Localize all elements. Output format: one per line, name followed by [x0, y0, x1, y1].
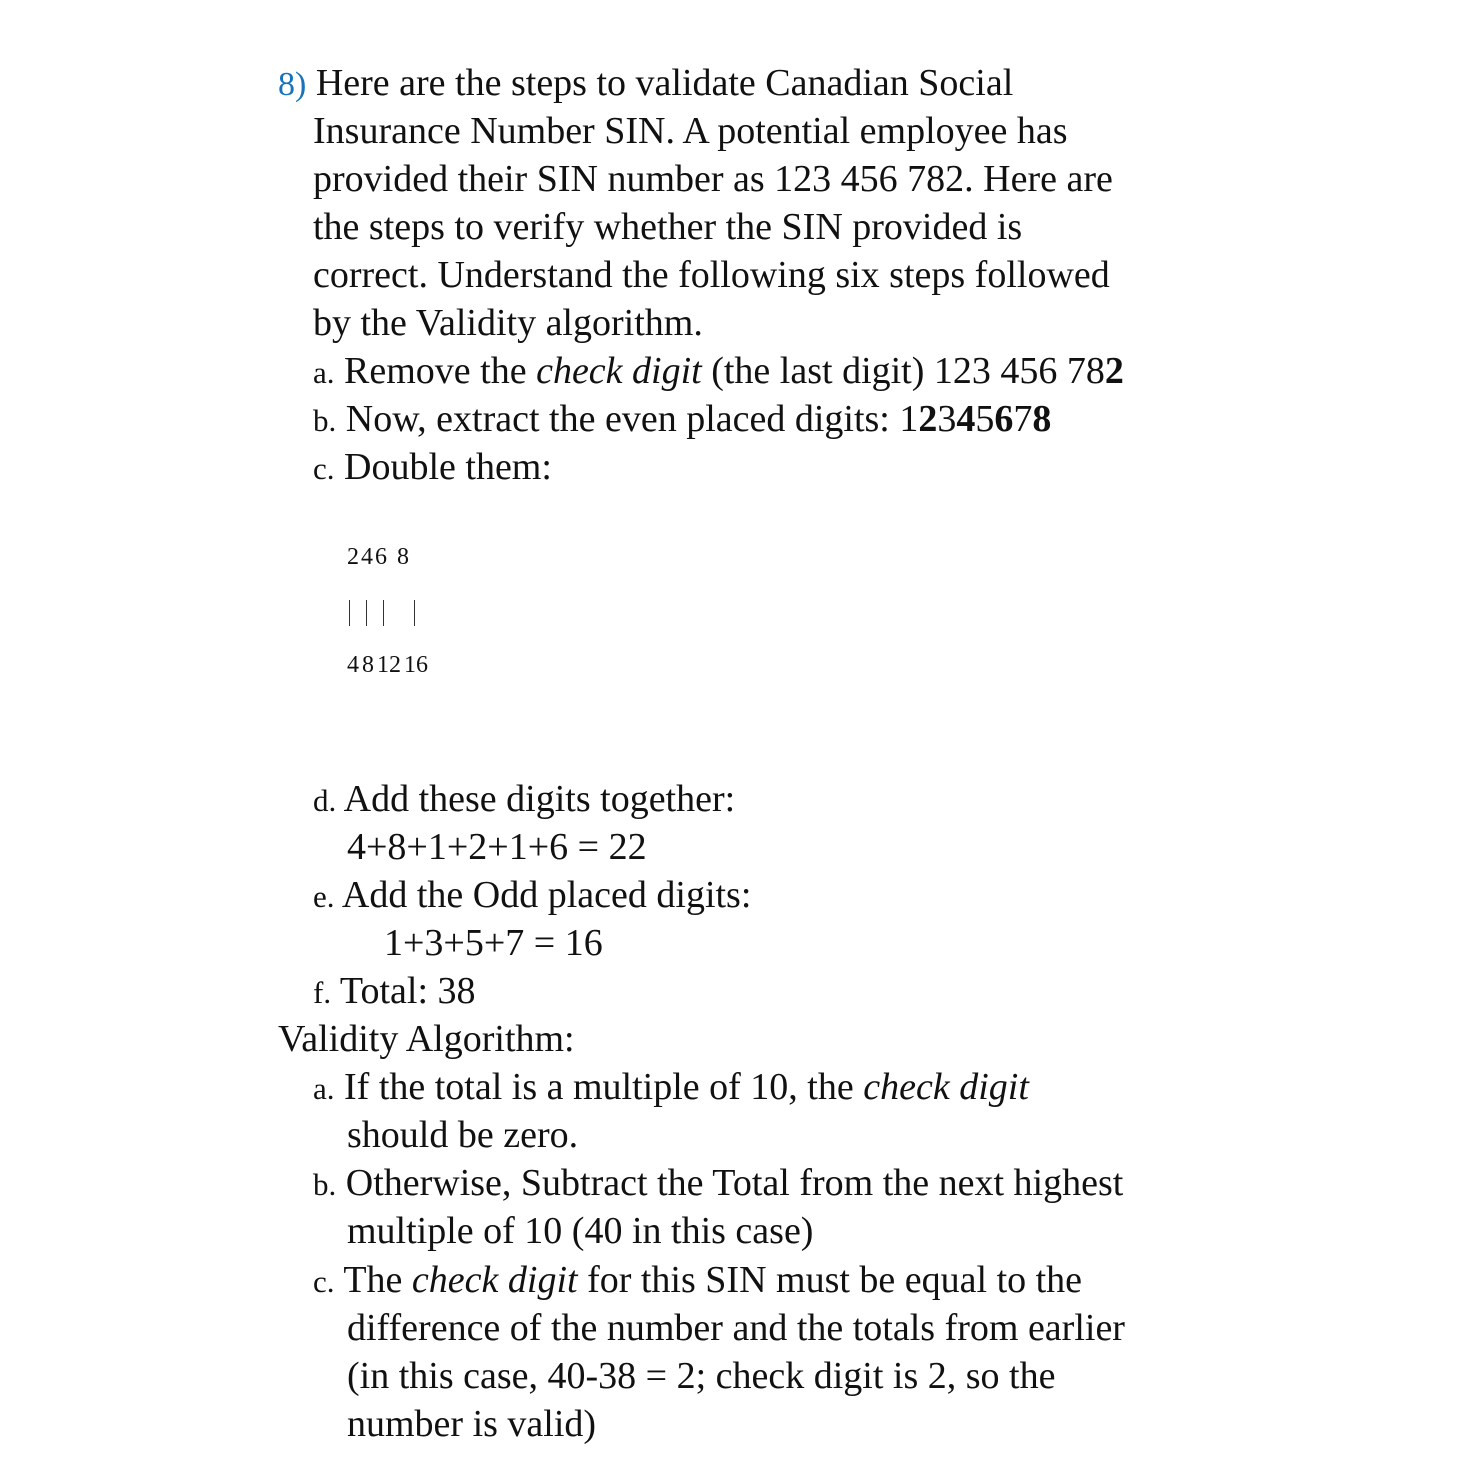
validity-a-pre: If the total is a multiple of 10, the [344, 1066, 854, 1108]
step-a-post: (the last digit) 123 456 78 [711, 350, 1105, 392]
diagram-pipe [414, 600, 415, 626]
question-number: 8) [278, 66, 307, 103]
validity-c-italic: check digit [411, 1259, 578, 1301]
double-diagram-arrows [349, 600, 431, 638]
step-d-equation: 4+8+1+2+1+6 = 22 [347, 826, 647, 868]
step-b [313, 400, 1051, 438]
validity-a-line2: should be zero. [347, 1114, 579, 1156]
intro-line-4: the steps to verify whether the SIN provided is [313, 206, 1023, 248]
validity-b [313, 1164, 1123, 1202]
validity-a-italic: check digit [863, 1066, 1029, 1108]
even-digit: 6 [994, 398, 1014, 440]
step-a-italic: check digit [536, 350, 702, 392]
validity-a-label: a. [313, 1071, 335, 1106]
validity-c-line2: difference of the number and the totals from earlier [347, 1307, 1125, 1349]
step-c-label: c. [313, 451, 335, 486]
odd-digit: 5 [975, 398, 995, 440]
even-digit: 8 [1032, 398, 1052, 440]
double-diagram-top: 246 8 [347, 544, 411, 570]
validity-c-label: c. [313, 1264, 335, 1299]
validity-b-label: b. [313, 1167, 337, 1202]
intro-line-3: provided their SIN number as 123 456 782. Here are [313, 158, 1113, 200]
diagram-pipe [383, 600, 384, 626]
step-a-pre: Remove the [344, 350, 527, 392]
intro-line-1: Here are the steps to validate Canadian Social [315, 62, 1014, 104]
diagram-pipe [349, 600, 350, 626]
step-f-text: Total: 38 [339, 970, 476, 1012]
validity-b-line1: Otherwise, Subtract the Total from the next highest [345, 1162, 1124, 1204]
validity-heading: Validity Algorithm: [278, 1018, 575, 1060]
intro-line-6: by the Validity algorithm. [313, 302, 703, 344]
step-a [313, 352, 1124, 390]
step-a-check-digit: 2 [1104, 350, 1124, 392]
validity-c [313, 1261, 1082, 1299]
validity-a [313, 1068, 1029, 1106]
odd-digit: 1 [899, 398, 919, 440]
step-e-label: e. [313, 879, 335, 914]
step-c [313, 448, 552, 486]
step-d-text: Add these digits together: [343, 778, 736, 820]
validity-b-line2: multiple of 10 (40 in this case) [347, 1210, 814, 1252]
step-c-text: Double them: [344, 446, 552, 488]
step-e-text: Add the Odd placed digits: [341, 874, 752, 916]
validity-c-line4: number is valid) [347, 1403, 597, 1445]
diagram-pipe [366, 600, 367, 626]
step-d [313, 780, 735, 818]
even-digit: 4 [956, 398, 976, 440]
validity-c-post: for this SIN must be equal to the [587, 1259, 1083, 1301]
step-d-label: d. [313, 783, 337, 818]
step-b-text: Now, extract the even placed digits: [345, 398, 900, 440]
double-diagram-bottom: 4 8 12 16 [347, 652, 428, 678]
odd-digit: 7 [1013, 398, 1033, 440]
step-f [313, 972, 476, 1010]
step-f-label: f. [313, 975, 332, 1010]
intro-line-2: Insurance Number SIN. A potential employee has [313, 110, 1068, 152]
step-e-equation: 1+3+5+7 = 16 [384, 922, 603, 964]
step-e [313, 876, 751, 914]
step-b-label: b. [313, 403, 337, 438]
question-line-1 [278, 64, 1013, 102]
step-b-digits [899, 398, 1051, 440]
intro-line-5: correct. Understand the following six steps followed [313, 254, 1110, 296]
validity-c-line3: (in this case, 40-38 = 2; check digit is 2, so the [347, 1355, 1056, 1397]
even-digit: 2 [918, 398, 938, 440]
odd-digit: 3 [937, 398, 957, 440]
validity-c-pre: The [343, 1259, 403, 1301]
step-a-label: a. [313, 355, 335, 390]
